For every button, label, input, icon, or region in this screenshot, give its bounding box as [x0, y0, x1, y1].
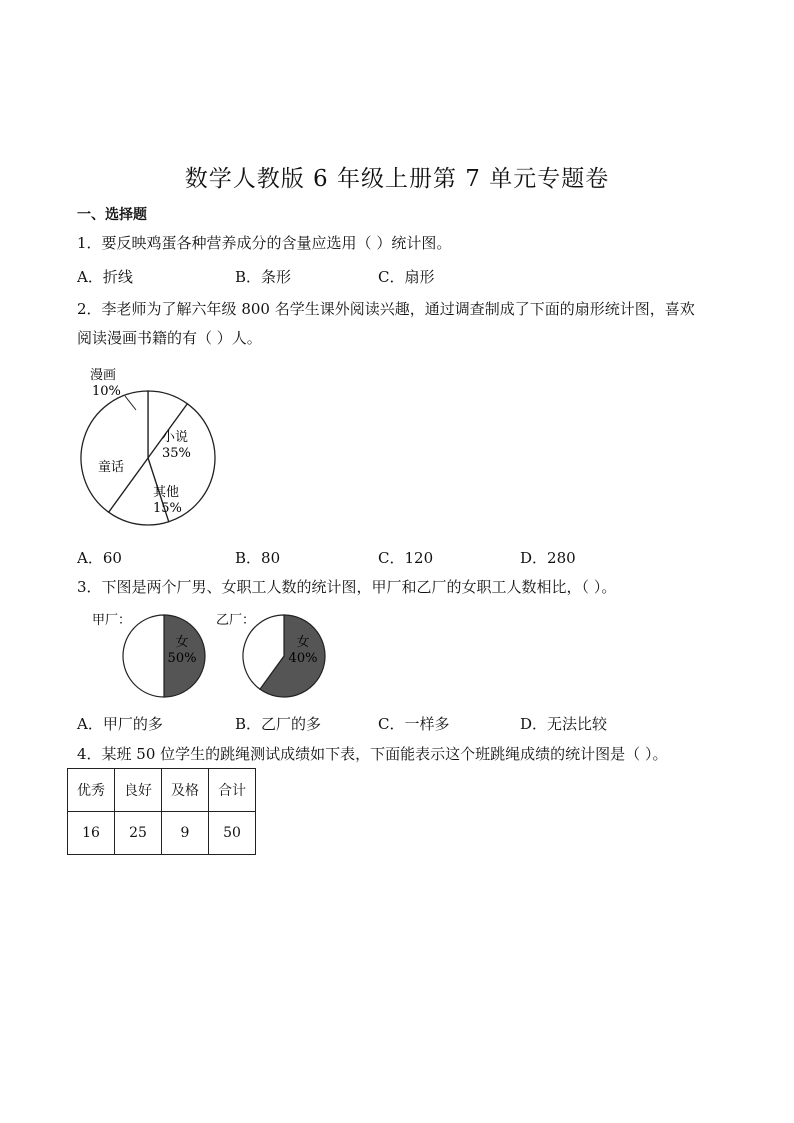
question-2-option-a: A．60 [77, 549, 122, 567]
factory-b-label: 乙厂： [216, 613, 256, 628]
pie-label-comics: 漫画 [90, 368, 117, 383]
question-2-option-c: C．120 [378, 549, 434, 567]
jump-rope-score-table [67, 768, 256, 855]
section-heading: 一、选择题 [77, 207, 147, 223]
question-1-option-a: A．折线 [77, 268, 133, 286]
pie-label-other: 其他 [153, 485, 180, 500]
table-header-cell: 良好 [115, 769, 162, 812]
female-label: 女 [175, 635, 189, 650]
question-3-option-c: C．一样多 [378, 715, 450, 733]
question-1-option-b: B．条形 [235, 268, 292, 286]
pie-pct-novels: 35% [162, 446, 191, 461]
female-pct: 50% [167, 651, 197, 666]
question-1-text: 1．要反映鸡蛋各种营养成分的含量应选用（ ）统计图。 [77, 234, 452, 252]
female-label: 女 [296, 635, 310, 650]
table-header-row [68, 769, 256, 812]
pie-pct-other: 15% [153, 501, 182, 516]
question-2-text-line2: 阅读漫画书籍的有（ ）人。 [77, 329, 262, 347]
table-row [68, 812, 256, 855]
table-cell: 25 [115, 812, 162, 855]
question-1-option-c: C．扇形 [378, 268, 435, 286]
factory-b-pie-chart [212, 606, 342, 701]
male-pct: 60% [250, 651, 280, 666]
table-cell: 16 [68, 812, 115, 855]
pie-label-novels: 小说 [162, 430, 189, 445]
female-pct: 40% [288, 651, 318, 666]
question-2-option-b: B．80 [235, 549, 281, 567]
question-3-option-d: D．无法比较 [520, 715, 608, 733]
factory-a-label: 甲厂： [92, 613, 132, 628]
question-3-option-b: B．乙厂的多 [235, 715, 322, 733]
table-header-cell: 合计 [209, 769, 256, 812]
pie-label-fairy-tales: 童话 [98, 460, 125, 475]
question-2-text-line1: 2．李老师为了解六年级 800 名学生课外阅读兴趣，通过调查制成了下面的扇形统计图，喜欢 [77, 300, 695, 318]
table-cell: 9 [162, 812, 209, 855]
question-3-option-a: A．甲厂的多 [77, 715, 163, 733]
table-header-cell: 优秀 [68, 769, 115, 812]
table-header-cell: 及格 [162, 769, 209, 812]
reading-interest-pie-chart [70, 360, 240, 535]
page-title: 数学人教版 6 年级上册第 7 单元专题卷 [184, 166, 610, 192]
question-2-option-d: D．280 [520, 549, 576, 567]
factory-a-pie-chart [88, 606, 218, 701]
table-cell: 50 [209, 812, 256, 855]
male-label: 男 [138, 635, 152, 650]
male-label: 男 [258, 635, 272, 650]
pie-pct-comics: 10% [92, 384, 121, 399]
question-3-text: 3．下图是两个厂男、女职工人数的统计图，甲厂和乙厂的女职工人数相比，（ ）。 [77, 578, 617, 596]
male-pct: 50% [130, 651, 160, 666]
question-4-text: 4．某班 50 位学生的跳绳测试成绩如下表，下面能表示这个班跳绳成绩的统计图是（ ）。 [77, 745, 668, 763]
